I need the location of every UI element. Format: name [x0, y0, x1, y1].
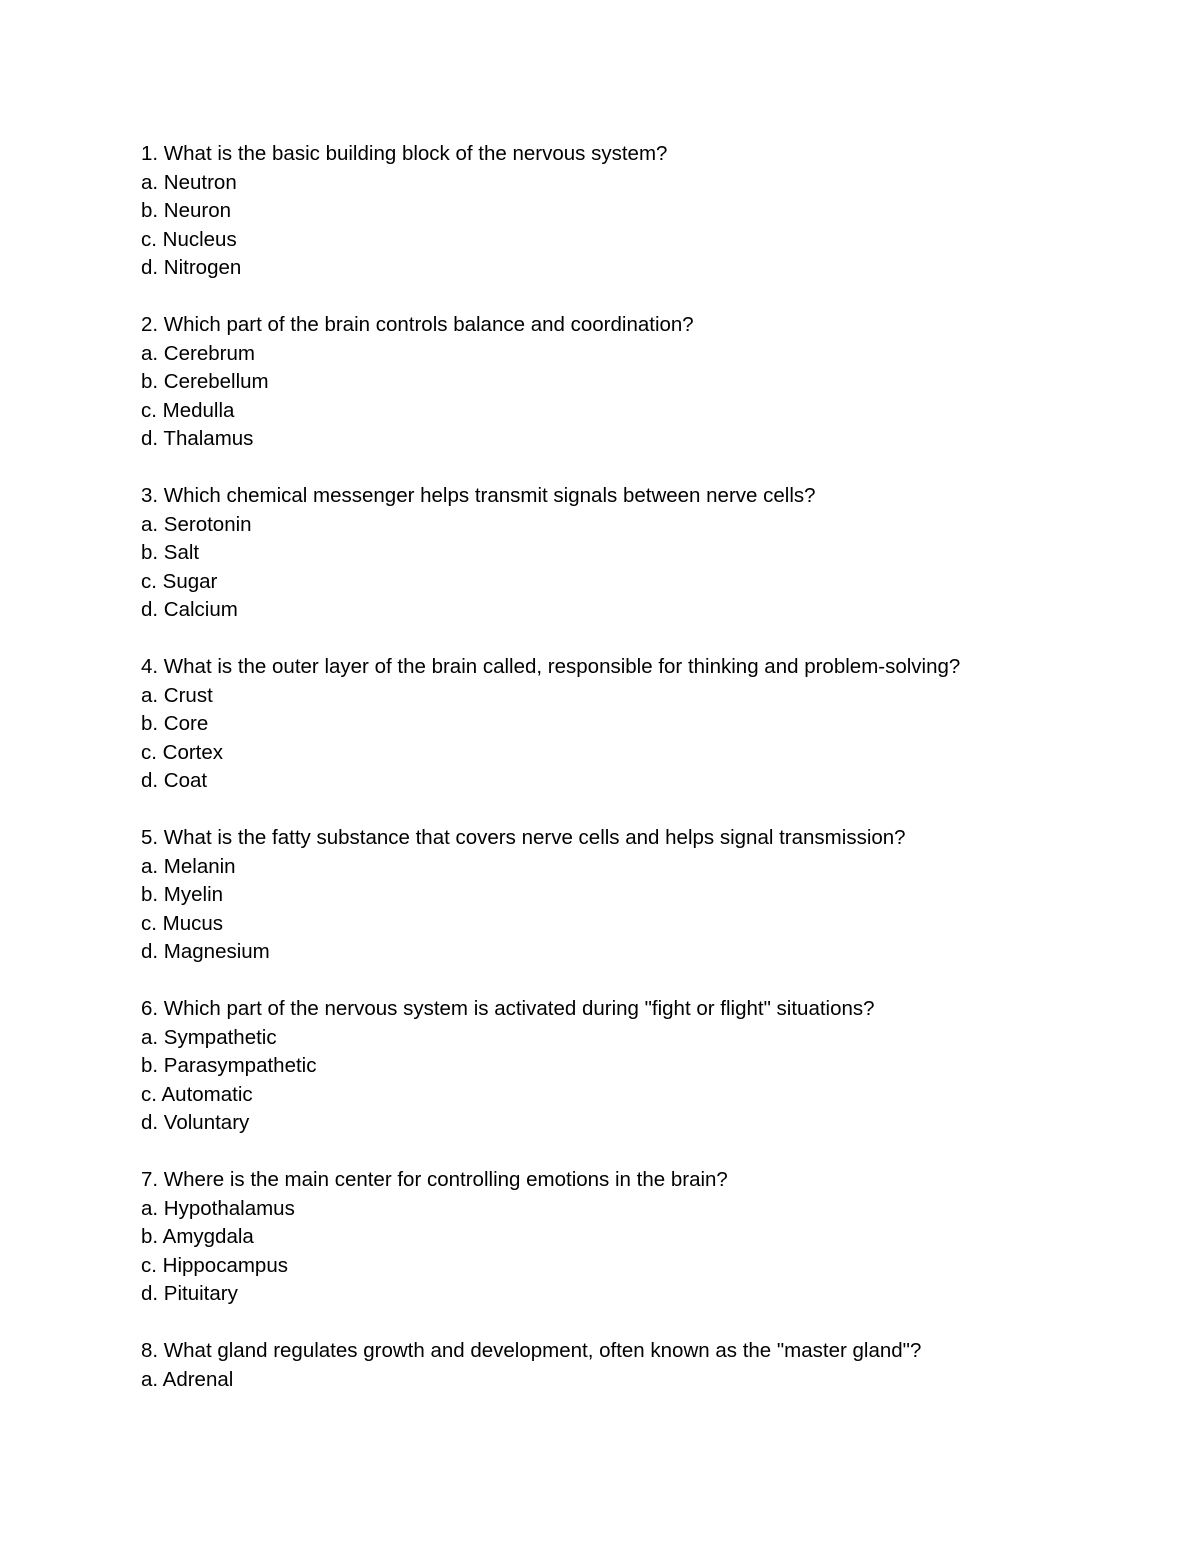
question-prompt: 4. What is the outer layer of the brain called, responsible for thinking and problem-solving?: [141, 655, 961, 678]
question-prompt: 8. What gland regulates growth and development, often known as the "master gland"?: [141, 1339, 922, 1362]
answer-option: d. Magnesium: [141, 940, 270, 963]
question-prompt: 5. What is the fatty substance that covers nerve cells and helps signal transmission?: [141, 826, 906, 849]
answer-option: b. Myelin: [141, 883, 224, 906]
question-prompt: 1. What is the basic building block of the nervous system?: [141, 142, 668, 165]
answer-option: d. Coat: [141, 769, 208, 792]
answer-option: c. Nucleus: [141, 227, 237, 251]
answer-option: b. Core: [141, 712, 209, 735]
answer-option: c. Medulla: [141, 398, 235, 422]
answer-option: c. Sugar: [141, 569, 218, 593]
answer-option: a. Melanin: [141, 854, 236, 878]
answer-option: c. Automatic: [141, 1082, 253, 1106]
answer-option: a. Neutron: [141, 170, 237, 194]
question-prompt: 3. Which chemical messenger helps transmit signals between nerve cells?: [141, 484, 816, 507]
question-prompt: 7. Where is the main center for controlling emotions in the brain?: [141, 1168, 728, 1191]
answer-option: d. Thalamus: [141, 427, 254, 450]
answer-option: a. Crust: [141, 683, 213, 707]
question-7: [141, 1166, 1141, 1309]
question-6: [141, 995, 1141, 1138]
answer-option: b. Parasympathetic: [141, 1054, 317, 1077]
question-3: [141, 482, 1141, 625]
answer-option: d. Calcium: [141, 598, 238, 621]
question-1: [141, 140, 1141, 283]
answer-option: a. Cerebrum: [141, 341, 255, 365]
question-2: [141, 311, 1141, 454]
answer-option: b. Neuron: [141, 199, 232, 222]
answer-option: b. Cerebellum: [141, 370, 269, 393]
answer-option: c. Mucus: [141, 911, 224, 935]
question-5: [141, 824, 1141, 967]
answer-option: a. Serotonin: [141, 512, 252, 536]
answer-option: a. Adrenal: [141, 1367, 234, 1391]
answer-option: b. Amygdala: [141, 1225, 254, 1248]
answer-option: c. Hippocampus: [141, 1253, 288, 1277]
answer-option: d. Pituitary: [141, 1282, 238, 1305]
answer-option: c. Cortex: [141, 740, 224, 764]
question-4: [141, 653, 1141, 796]
question-prompt: 2. Which part of the brain controls balance and coordination?: [141, 313, 694, 336]
question-8: [141, 1337, 1141, 1394]
question-prompt: 6. Which part of the nervous system is activated during "fight or flight" situations?: [141, 997, 875, 1020]
quiz-question-list: [141, 140, 1141, 1423]
answer-option: a. Sympathetic: [141, 1025, 277, 1049]
answer-option: b. Salt: [141, 541, 200, 564]
answer-option: d. Nitrogen: [141, 256, 242, 279]
answer-option: a. Hypothalamus: [141, 1196, 295, 1220]
answer-option: d. Voluntary: [141, 1111, 250, 1134]
